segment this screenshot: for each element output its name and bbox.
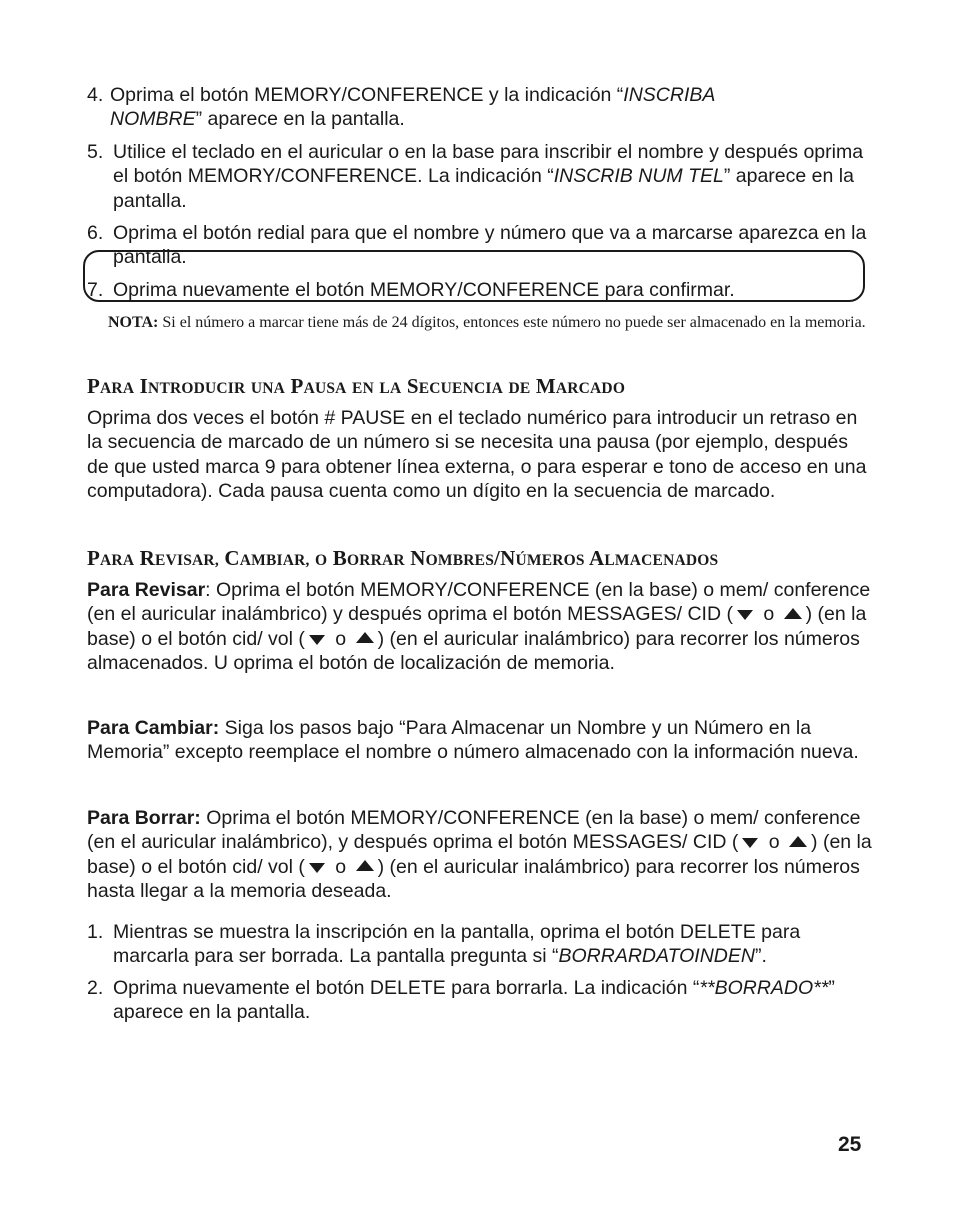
down-arrow-icon bbox=[742, 838, 758, 848]
step-text: ” aparece en la pantalla. bbox=[113, 977, 835, 1024]
note-text: Si el número a marcar tiene más de 24 dígitos, entonces este número no puede ser almacenado en la memoria. bbox=[158, 314, 866, 331]
heading-text: PARA REVISAR, CAMBIAR, O BORRAR NOMBRES/NÚMEROS ALMACENADOS bbox=[87, 546, 719, 570]
step-text: Oprima el botón redial para que el nombre y número que va a marcarse aparezca en la pantalla. bbox=[113, 222, 867, 269]
step-text: Utilice el teclado en el auricular o en la base para inscribir el nombre y después oprima el botón MEMORY/CONFERENCE. La indicación “ bbox=[113, 141, 864, 188]
display-text: BORRARDATOINDEN bbox=[558, 945, 755, 968]
section-heading-review bbox=[87, 546, 718, 571]
note bbox=[108, 312, 868, 334]
step-text: Oprima el botón MEMORY/CONFERENCE y la indicación “ bbox=[110, 84, 624, 106]
heading-text: PARA INTRODUCIR UNA PAUSA EN LA SECUENCIA DE MARCADO bbox=[87, 374, 626, 398]
step-7 bbox=[87, 278, 877, 302]
up-arrow-icon bbox=[789, 836, 807, 847]
step-text: ” aparece en la pantalla. bbox=[195, 108, 405, 131]
paragraph-text: o bbox=[329, 855, 352, 878]
paragraph-text: : Oprima el botón MEMORY/CONFERENCE (en la base) o mem/ conference (en el auricular inalámbrico) y después oprima el botón MESSAGES/ CID ( bbox=[87, 579, 871, 626]
delete-step-1 bbox=[87, 920, 877, 969]
paragraph-revisar bbox=[87, 578, 872, 676]
step-text: ” aparece en la pantalla. bbox=[113, 165, 854, 212]
note-label: NOTA: bbox=[108, 314, 159, 331]
paragraph-text: Oprima el botón MEMORY/CONFERENCE (en la base) o mem/ conference (en el auricular inalámbrico), y después oprima el botón MESSAGES/ CID ( bbox=[87, 807, 861, 854]
step-text: ”. bbox=[754, 945, 767, 968]
step-4 bbox=[87, 83, 877, 132]
paragraph-text: ) (en el auricular inalámbrico) para recorrer los números almacenados. U oprima el botón de localización de memoria. bbox=[87, 627, 860, 675]
paragraph-text: Siga los pasos bajo “Para Almacenar un Nombre y un Número en la Memoria” excepto reemplace el nombre o número almacenado con la información nueva. bbox=[87, 717, 859, 764]
delete-step-2 bbox=[87, 976, 877, 1025]
step-6 bbox=[87, 221, 877, 270]
display-text: INSCRIB bbox=[553, 165, 633, 188]
display-text: **BORRADO** bbox=[699, 977, 829, 999]
step-number: 2. bbox=[87, 977, 104, 999]
step-number: 6. bbox=[87, 222, 104, 244]
step-text: Oprima nuevamente el botón MEMORY/CONFERENCE para confirmar. bbox=[113, 279, 735, 301]
label-revisar: Para Revisar bbox=[87, 579, 206, 601]
paragraph-text: o bbox=[329, 627, 352, 650]
display-text: INSCRIBA bbox=[623, 84, 716, 106]
display-text: NOMBRE bbox=[110, 108, 196, 131]
label-cambiar: Para Cambiar: bbox=[87, 717, 220, 739]
page-number: 25 bbox=[838, 1133, 862, 1156]
down-arrow-icon bbox=[737, 610, 753, 620]
paragraph-text: o bbox=[763, 831, 786, 854]
up-arrow-icon bbox=[356, 860, 374, 871]
step-number: 7. bbox=[87, 279, 104, 301]
pause-paragraph: Oprima dos veces el botón # PAUSE en el teclado numérico para introducir un retraso en la secuencia de marcado de un número si se necesita una pausa (por ejemplo, después de que usted marca 9 para obtener línea externa, o para esperar e tono de acceso en una computadora). Cada pausa cuenta como un dígito en la secuencia de marcado. bbox=[87, 407, 867, 503]
up-arrow-icon bbox=[784, 608, 802, 619]
paragraph-text: ) (en la base) o el botón cid/ vol ( bbox=[87, 603, 867, 650]
step-5 bbox=[87, 140, 877, 213]
display-text: NUM TEL bbox=[638, 165, 724, 188]
paragraph-cambiar bbox=[87, 716, 872, 765]
label-borrar: Para Borrar: bbox=[87, 807, 201, 829]
step-number: 1. bbox=[87, 921, 104, 943]
down-arrow-icon bbox=[309, 635, 325, 645]
section-heading-pause bbox=[87, 374, 625, 399]
paragraph-text: o bbox=[757, 603, 780, 626]
down-arrow-icon bbox=[309, 863, 325, 873]
step-text: Mientras se muestra la inscripción en la pantalla, oprima el botón DELETE para marcarla para ser borrada. La pantalla pregunta si “ bbox=[113, 921, 801, 968]
step-number: 5. bbox=[87, 141, 104, 163]
paragraph-text: ) (en la base) o el botón cid/ vol ( bbox=[87, 831, 872, 878]
paragraph-text: ) (en el auricular inalámbrico) para recorrer los números hasta llegar a la memoria deseada. bbox=[87, 855, 860, 903]
step-text: Oprima nuevamente el botón DELETE para borrarla. La indicación “ bbox=[113, 977, 700, 999]
up-arrow-icon bbox=[356, 632, 374, 643]
step-number: 4. bbox=[87, 84, 104, 106]
paragraph-borrar bbox=[87, 806, 872, 904]
